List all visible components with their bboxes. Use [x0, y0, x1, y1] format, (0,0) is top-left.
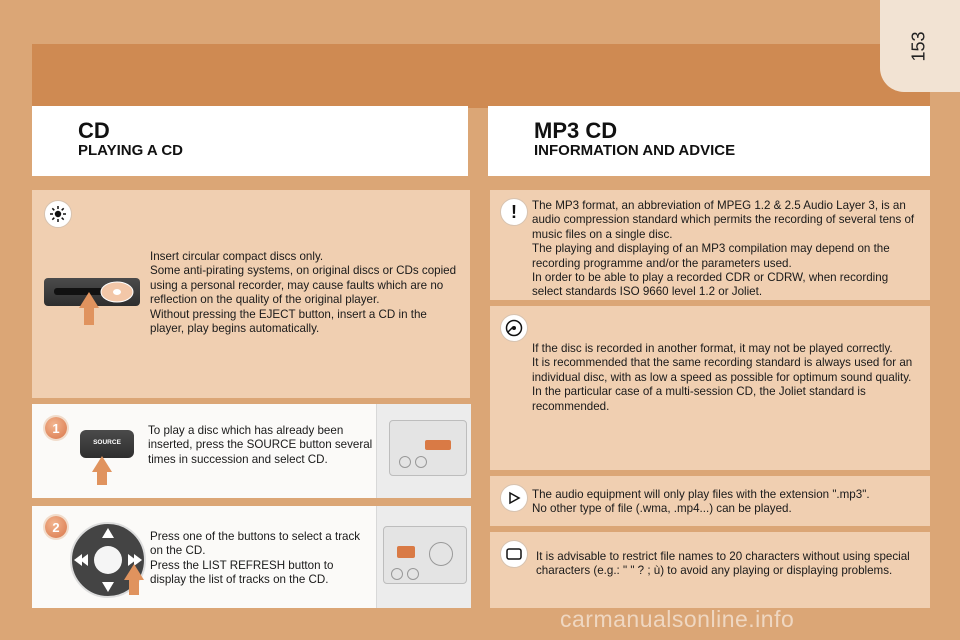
mp3-extension-text: The audio equipment will only play files with the extension ".mp3". No other type of file (.wma, .mp4...) can be played. [532, 488, 870, 516]
warning-icon: ! [500, 198, 528, 226]
step1-text: To play a disc which has already been inserted, press the SOURCE button several times in succession and select CD. [148, 424, 373, 466]
press-arrow-icon [124, 564, 144, 580]
source-button-label: SOURCE [93, 439, 121, 446]
knob-icon [399, 456, 411, 468]
playing-cd-subtitle: PLAYING A CD [78, 142, 184, 159]
watermark: carmanualsonline.info [560, 606, 795, 632]
page-tab [880, 0, 960, 92]
insert-arrow-icon [79, 292, 99, 308]
recording-format-card [490, 306, 930, 470]
disc-icon [500, 314, 528, 342]
step1-badge: 1 [45, 417, 67, 439]
step2-text: Press one of the buttons to select a track on the CD. Press the LIST REFRESH button to display the list of tracks on the CD. [150, 530, 361, 587]
step2-badge: 2 [45, 516, 67, 538]
mp3-format-text: The MP3 format, an abbreviation of MPEG 1.2 & 2.5 Audio Layer 3, is an audio compression standard which permits the recording of several tens of music files on a single disc. The playing and displaying of an MP3 compilation may depend on the recording programme and/or the parameters used. In order to be able to play a recorded CDR or CDRW, when recording select standards ISO 9660 level 1.2 or Joliet. [532, 199, 915, 299]
insert-arrow-shaft [84, 307, 94, 325]
recording-format-text: If the disc is recorded in another format, it may not be played correctly. It is recommended that the same recording standard is always used for an individual disc, with as low a speed as possible for optimum sound quality. In the particular case of a multi-session CD, the Joliet standard is recommended. [532, 342, 913, 413]
filename-advice-card [490, 532, 930, 608]
cd-title: CD [78, 118, 110, 143]
cd-header-card [32, 106, 468, 176]
sun-icon [44, 200, 72, 228]
knob-icon [407, 568, 419, 580]
highlighted-source-button [425, 440, 451, 450]
step1-card [32, 404, 470, 498]
knob-icon [391, 568, 403, 580]
knob-icon [415, 456, 427, 468]
radio-source-photo [376, 404, 471, 498]
press-arrow-icon [92, 456, 112, 472]
press-arrow-shaft [129, 579, 139, 595]
play-icon [500, 484, 528, 512]
page-number: 153 [908, 31, 929, 62]
step2-card [32, 506, 470, 608]
insert-cd-text: Insert circular compact discs only. Some anti-pirating systems, on original discs or CDs copied using a personal recorder, may cause faults which are no reflection on the quality of the original player. Without pressing the EJECT button, insert a CD in the player, play begins automatically. [150, 250, 457, 336]
display-icon [500, 540, 528, 568]
source-button-image [80, 430, 134, 458]
mp3-header-card [488, 106, 930, 176]
press-arrow-shaft [97, 471, 107, 485]
header-band [32, 44, 930, 108]
filename-advice-text: It is advisable to restrict file names to 20 characters without using special characters (e.g.: " " ? ; ù) to avoid any playing or displaying problems. [536, 550, 910, 578]
radio-track-photo [376, 506, 471, 608]
dial-icon [429, 542, 453, 566]
mp3-title: MP3 CD [534, 118, 618, 143]
insert-cd-card [32, 190, 470, 398]
mp3-extension-card [490, 476, 930, 526]
highlighted-list-button [397, 546, 415, 558]
mp3-format-card [490, 190, 930, 300]
info-advice-subtitle: INFORMATION AND ADVICE [534, 142, 736, 159]
